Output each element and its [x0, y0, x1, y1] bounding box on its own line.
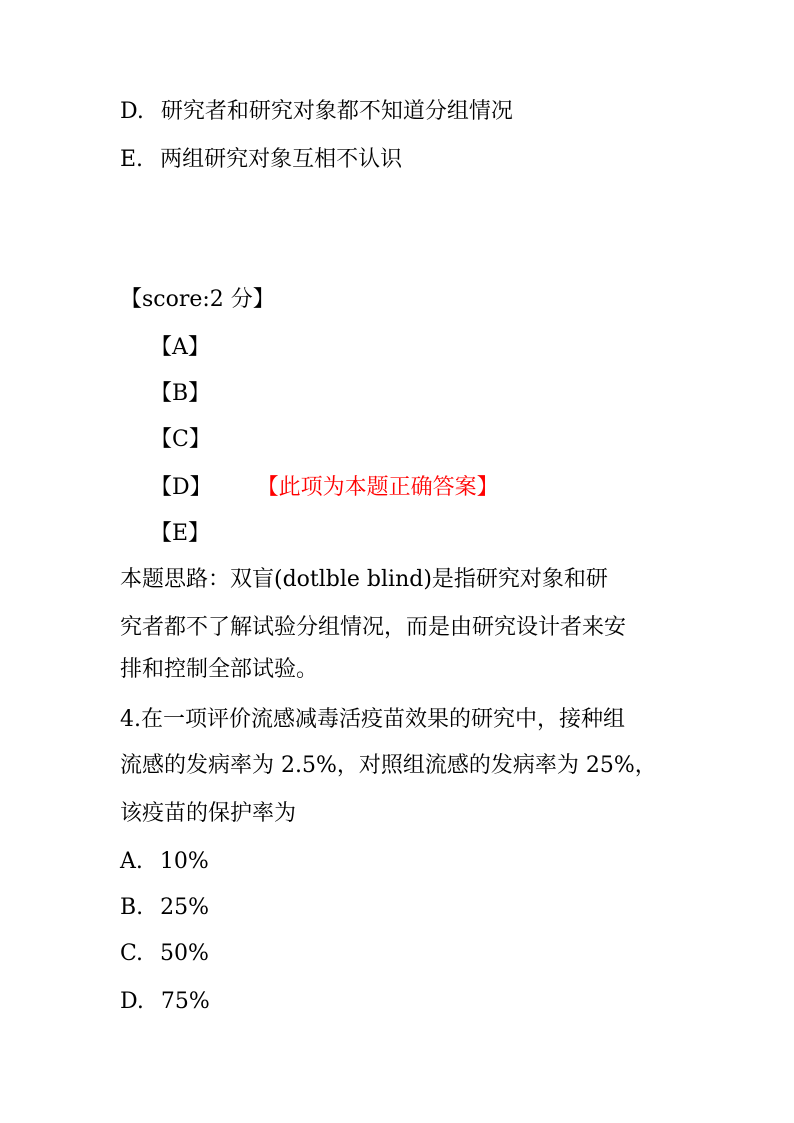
answer-option-c: 【C】 [150, 427, 211, 452]
answer-option-d [150, 474, 499, 502]
answer-option-e: 【E】 [150, 521, 211, 546]
question-line-3: 该疫苗的保护率为 [120, 801, 297, 826]
option-text: 75% [160, 989, 210, 1014]
answer-option-a: 【A】 [150, 335, 210, 360]
option-label: B. [120, 895, 144, 920]
correct-answer-marker: 【此项为本题正确答案】 [256, 475, 499, 500]
option-label: A. [120, 849, 143, 874]
question-text: 在一项评价流感减毒活疫苗效果的研究中，接种组 [141, 707, 626, 732]
explanation-line-2: 究者都不了解试验分组情况，而是由研究设计者来安 [120, 615, 627, 640]
question-option-b [120, 894, 209, 922]
explanation-line-3: 排和控制全部试验。 [120, 657, 319, 682]
question-option-a [120, 848, 209, 876]
option-d-previous [120, 98, 513, 126]
option-text: 研究者和研究对象都不知道分组情况 [160, 99, 513, 124]
question-line-2: 流感的发病率为 2.5%，对照组流感的发病率为 25%， [120, 753, 657, 778]
explanation-line-1: 本题思路：双盲(dotlble blind)是指研究对象和研 [120, 567, 608, 592]
question-number: 4. [120, 707, 141, 732]
answer-option-d-label: 【D】 [150, 475, 212, 500]
option-text: 两组研究对象互相不认识 [160, 147, 403, 172]
option-label: E. [120, 147, 144, 172]
question-line-1 [120, 706, 625, 734]
option-e-previous [120, 146, 402, 174]
option-label: C. [120, 941, 144, 966]
option-label: D. [120, 99, 144, 124]
option-text: 25% [160, 895, 210, 920]
answer-option-b: 【B】 [150, 381, 211, 406]
question-option-c [120, 940, 209, 968]
option-text: 50% [160, 941, 209, 966]
option-text: 10% [159, 849, 209, 874]
score-label: 【score:2 分】 [120, 287, 275, 312]
option-label: D. [120, 989, 144, 1014]
question-option-d [120, 988, 210, 1016]
